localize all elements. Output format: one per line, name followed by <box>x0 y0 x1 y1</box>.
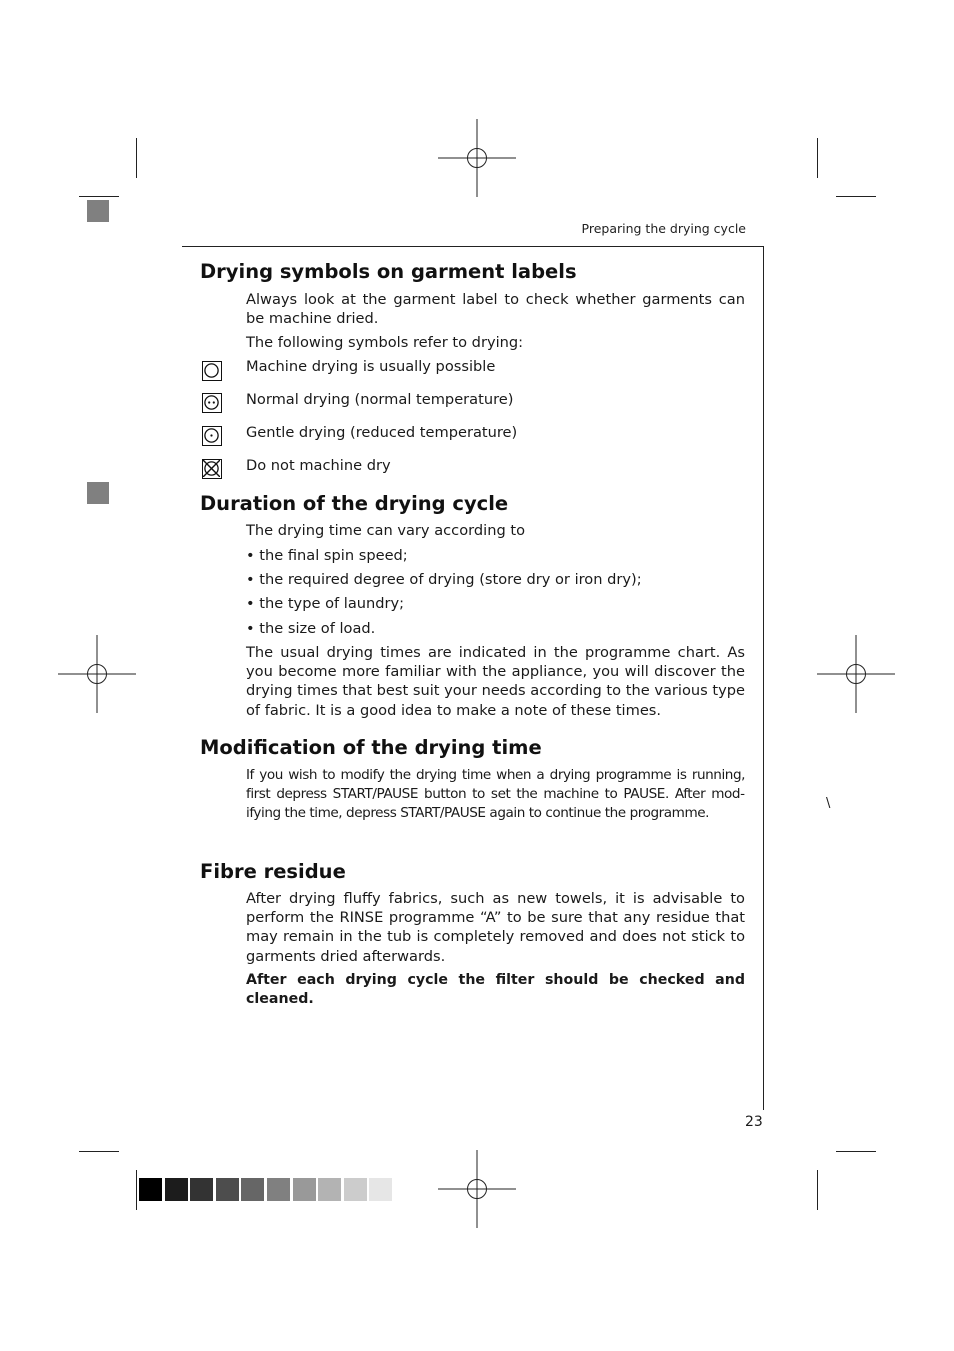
list-item: • the size of load. <box>246 620 376 637</box>
tumble-dry-low-icon <box>202 426 222 446</box>
crop-mark-bottom-left-v <box>136 1170 137 1210</box>
registration-mark-top-icon <box>438 119 516 197</box>
color-swatch <box>293 1178 316 1201</box>
symbol-label-gentle-drying: Gentle drying (reduced temperature) <box>246 424 518 441</box>
crop-mark-top-left-h <box>79 196 119 197</box>
symbols-intro: Always look at the garment label to check whether garments can be machine dried. <box>246 291 745 328</box>
modification-body: If you wish to modify the drying time when a drying programme is running, first depress START/PAUSE button to set the machine to PAUSE. After modifying the time, depress START/PAUSE again to continue the programme. <box>246 767 745 822</box>
list-item: • the type of laundry; <box>246 595 405 612</box>
color-swatch <box>165 1178 188 1201</box>
crop-mark-bottom-right-v <box>817 1170 818 1210</box>
color-swatch <box>267 1178 290 1201</box>
color-swatch <box>344 1178 367 1201</box>
list-item: • the required degree of drying (store dry or iron dry); <box>246 571 642 588</box>
crop-mark-bottom-left-h <box>79 1151 119 1152</box>
registration-mark-left-icon <box>58 635 136 713</box>
page-number: 23 <box>745 1114 763 1130</box>
section-title-duration: Duration of the drying cycle <box>200 492 509 515</box>
symbol-label-normal-drying: Normal drying (normal temperature) <box>246 391 514 408</box>
crop-mark-top-left-v <box>136 138 137 178</box>
stray-mark: \ <box>826 796 831 811</box>
symbol-label-do-not-dry: Do not machine dry <box>246 457 391 474</box>
color-swatch <box>139 1178 162 1201</box>
right-margin-rule <box>763 246 764 1110</box>
duration-intro: The drying time can vary according to <box>246 522 525 539</box>
duration-body: The usual drying times are indicated in the programme chart. As you become more familiar with the appliance, you will discover the drying times that best suit your needs according to the various type of fabric. It is a good idea to make a note of these times. <box>246 644 745 719</box>
section-title-modification: Modification of the drying time <box>200 736 542 759</box>
symbols-lead: The following symbols refer to drying: <box>246 334 524 351</box>
fibre-body: After drying fluffy fabrics, such as new towels, it is advisable to perform the RINSE programme “A” to be sure that any residue that may remain in the tub is completely removed and does not stick to garments dried afterwards. <box>246 890 745 965</box>
header-rule <box>182 246 764 247</box>
registration-mark-right-icon <box>817 635 895 713</box>
tumble-dry-icon <box>202 361 222 381</box>
crop-mark-top-right-h <box>836 196 876 197</box>
running-header: Preparing the drying cycle <box>581 221 746 236</box>
color-swatch <box>318 1178 341 1201</box>
registration-mark-bottom-icon <box>438 1150 516 1228</box>
list-item: • the final spin speed; <box>246 547 408 564</box>
color-swatch <box>369 1178 392 1201</box>
section-title-drying-symbols: Drying symbols on garment labels <box>200 260 577 283</box>
color-swatch <box>190 1178 213 1201</box>
color-swatch <box>216 1178 239 1201</box>
crop-mark-bottom-right-h <box>836 1151 876 1152</box>
crop-mark-top-right-v <box>817 138 818 178</box>
filter-note: After each drying cycle the filter should be checked and cleaned. <box>246 972 745 1008</box>
tumble-dry-normal-icon <box>202 393 222 413</box>
tab-marker-top <box>87 200 109 222</box>
tab-marker-middle <box>87 482 109 504</box>
symbol-label-machine-drying: Machine drying is usually possible <box>246 358 496 375</box>
do-not-tumble-dry-icon <box>202 459 222 479</box>
section-title-fibre-residue: Fibre residue <box>200 860 346 883</box>
color-swatch <box>241 1178 264 1201</box>
color-calibration-bar <box>139 1178 395 1201</box>
